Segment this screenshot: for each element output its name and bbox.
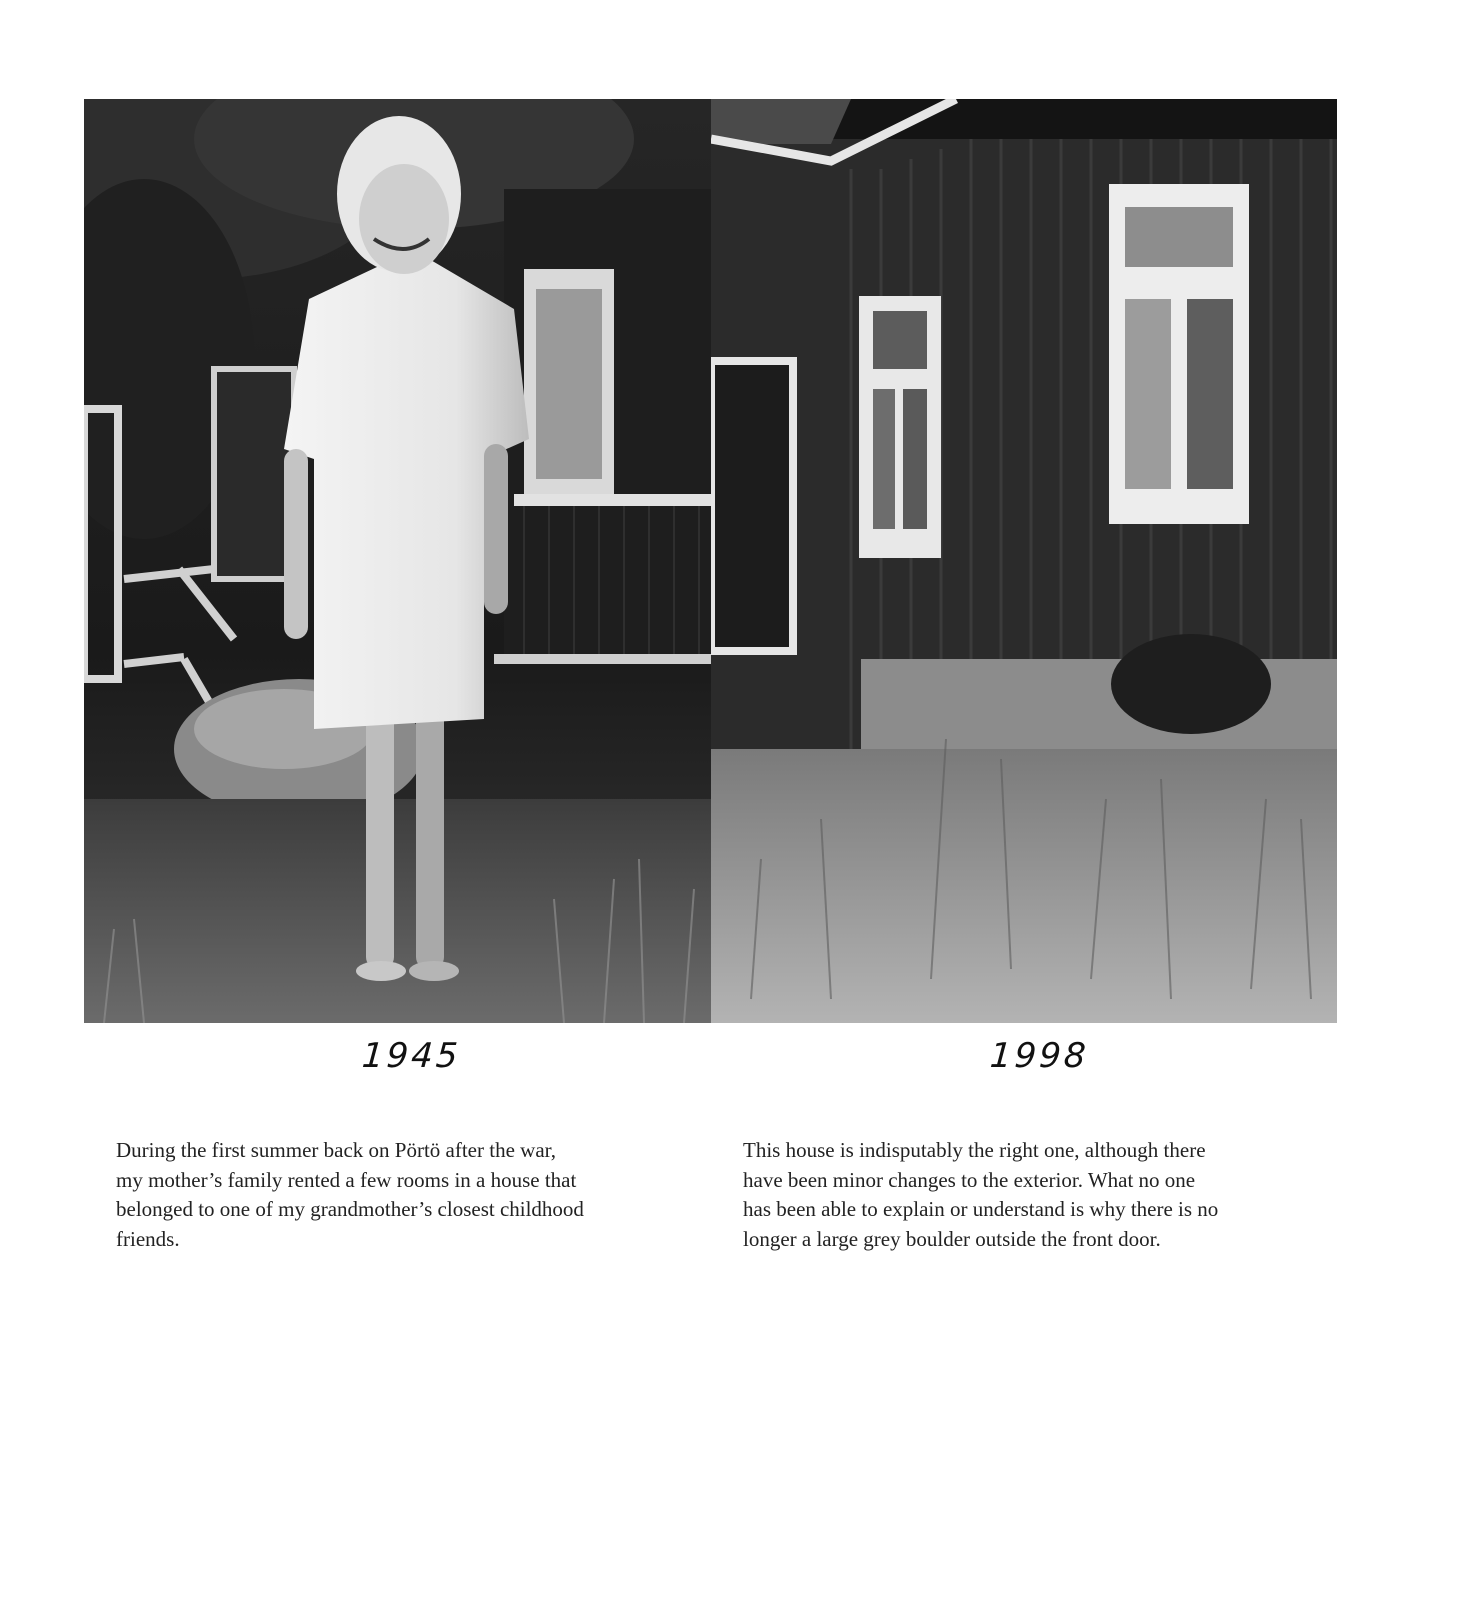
- photo-caption: This house is indisputably the right one, although there have been minor changes to the exterior. What no one has been able to explain or understand is why there is no longer a large grey boulder outside the front door.: [743, 1138, 1219, 1251]
- photo-year-label: 1998: [988, 1036, 1090, 1076]
- photo-caption: During the first summer back on Pörtö after the war, my mother’s family rented a few rooms in a house that belonged to one of my grandmother’s closest childhood friends.: [116, 1138, 584, 1251]
- photo-1998: [711, 99, 1337, 1023]
- photo-1945: [84, 99, 711, 1023]
- photo-year-label: 1945: [360, 1036, 462, 1076]
